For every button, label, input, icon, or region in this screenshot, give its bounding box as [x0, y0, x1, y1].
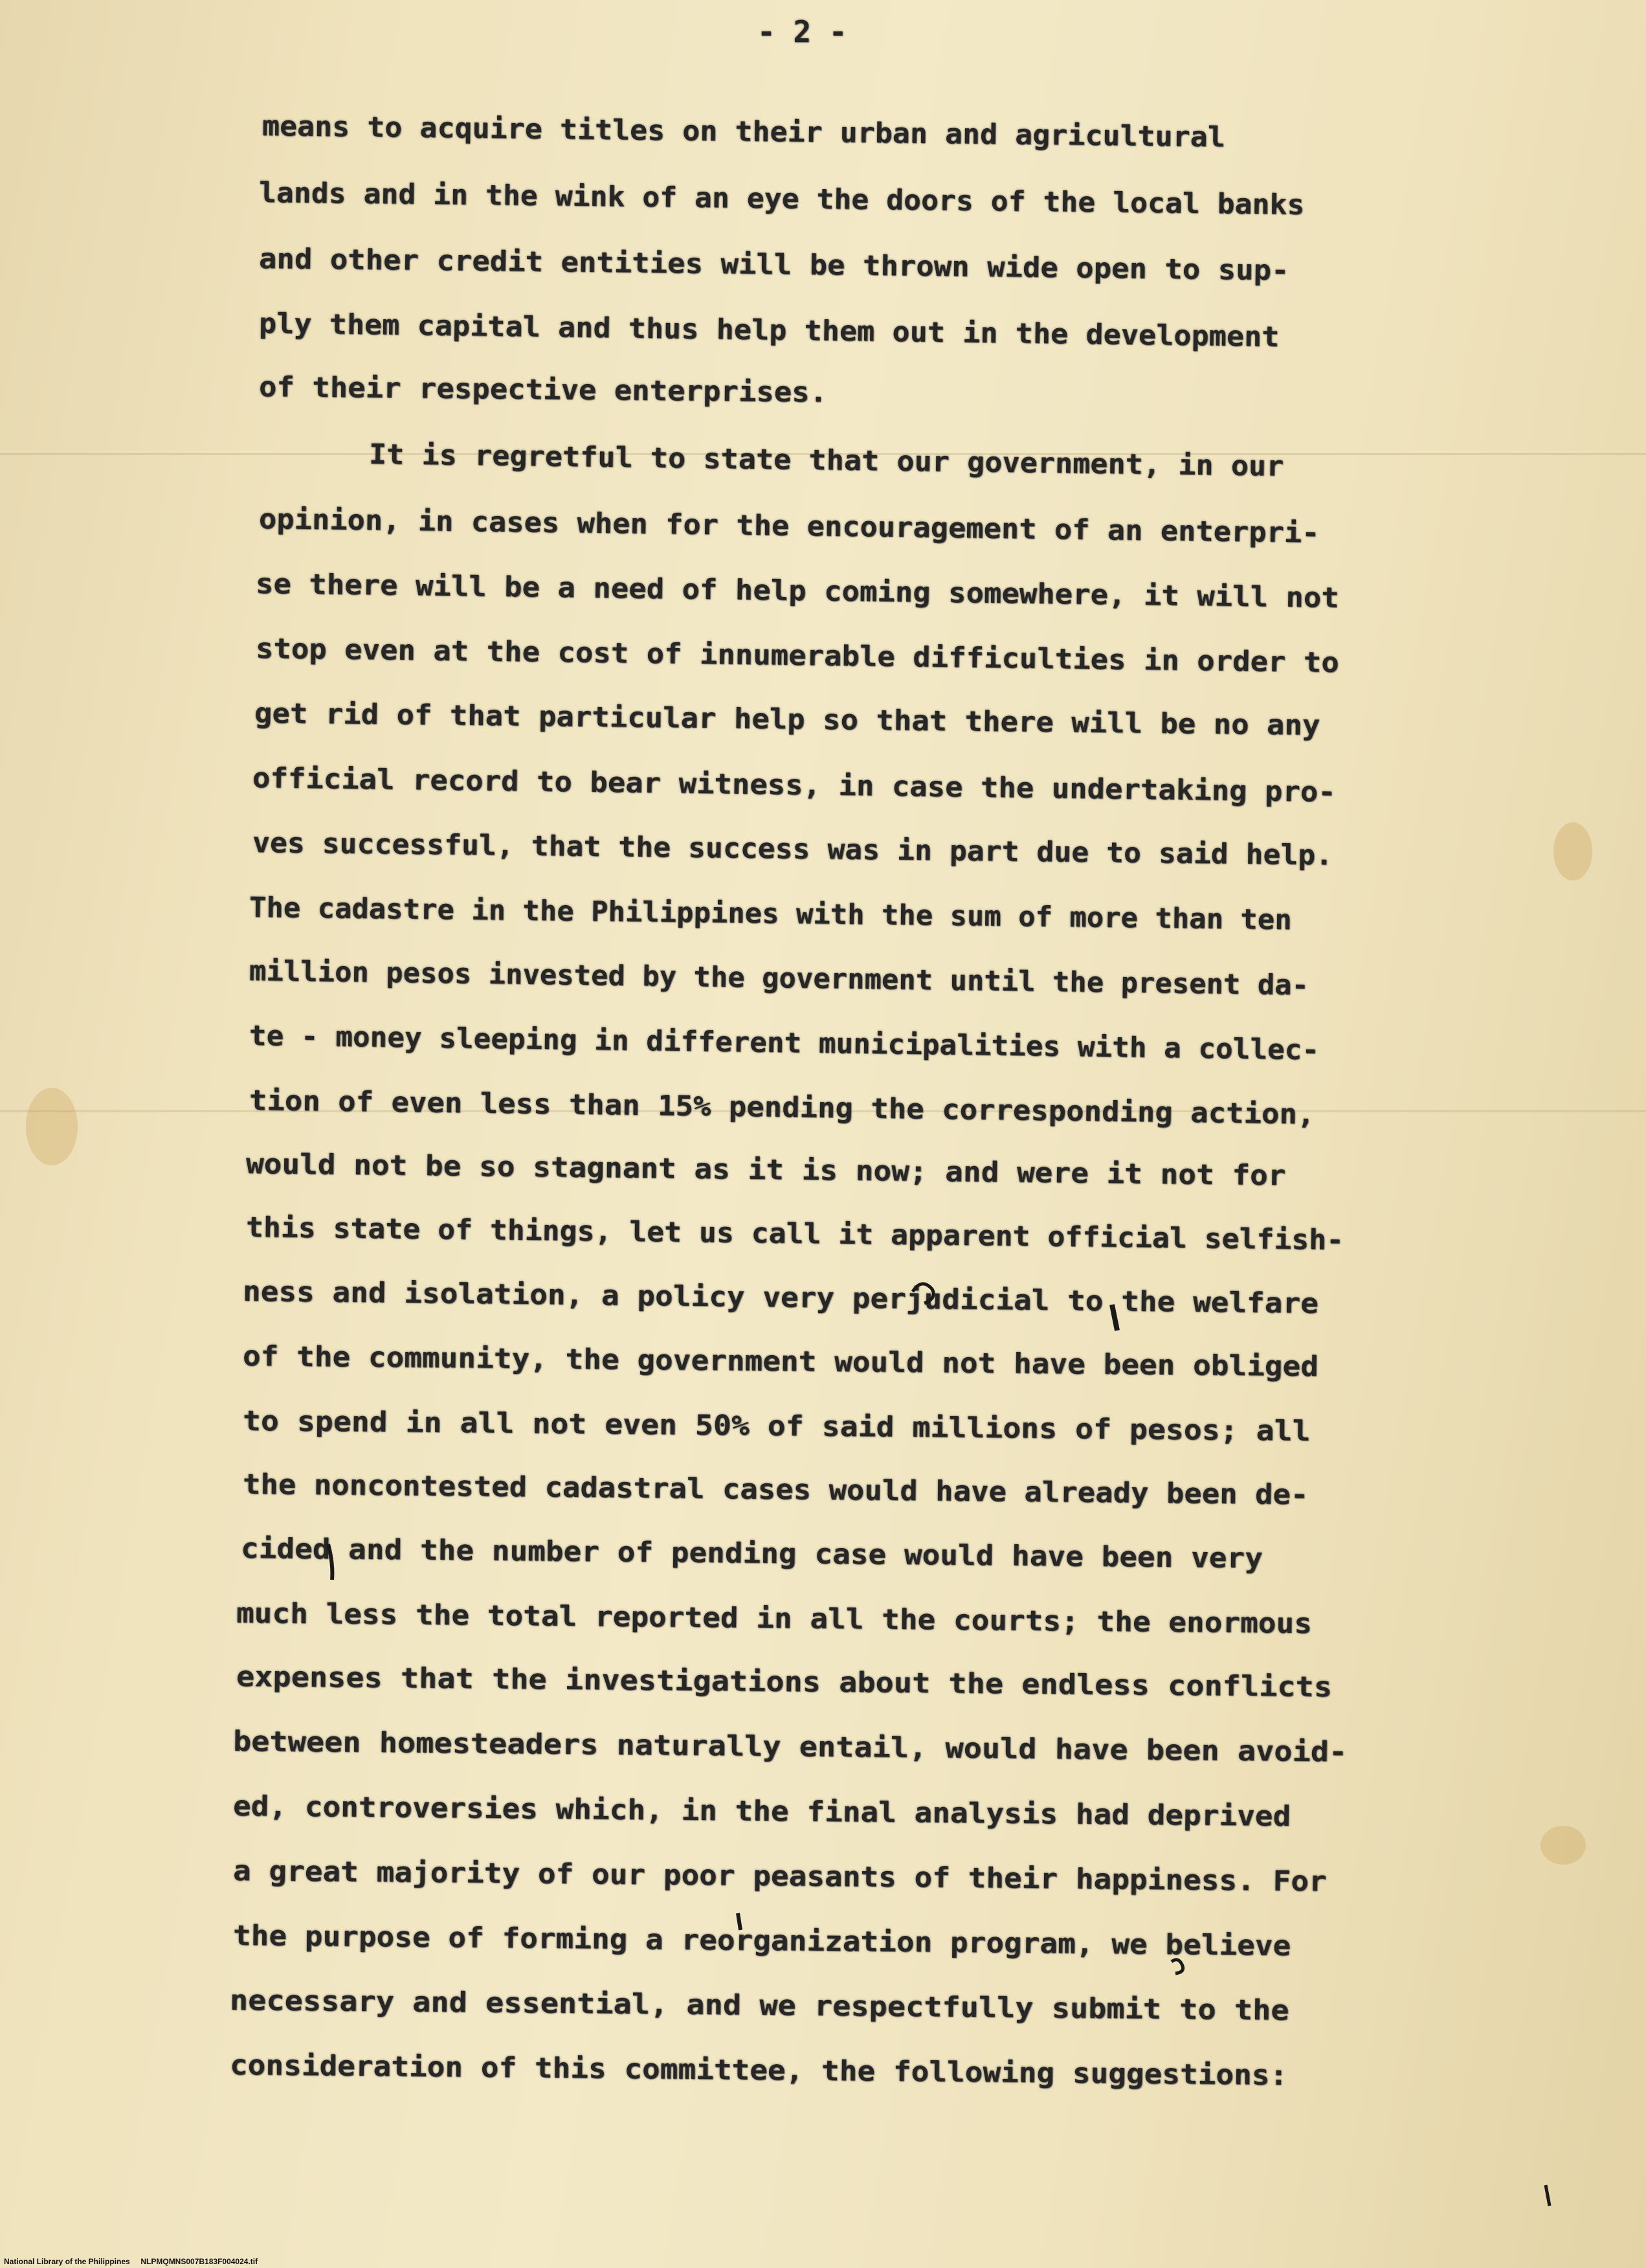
text-line-11: official record to bear witness, in case the undertaking pro- [252, 762, 1337, 809]
text-line-28: a great majority of our poor peasants of their happiness. For [232, 1855, 1327, 1898]
text-line-16: tion of even less than 15% pending the corresponding action, [249, 1084, 1315, 1131]
archive-footer: National Library of the Philippines NLPMQMNS007B183F004024.tif [4, 2257, 258, 2266]
text-line-27: ed, controversies which, in the final analysis had deprived [232, 1790, 1291, 1833]
paper-stain [1553, 822, 1592, 881]
text-line-17: would not be so stagnant as it is now; and were it not for [245, 1148, 1286, 1193]
text-line-7: opinion, in cases when for the encouragement of an enterpri- [258, 503, 1320, 550]
text-line-19: ness and isolation, a policy very perjudicial to the welfare [242, 1275, 1319, 1320]
text-line-24: much less the total reported in all the courts; the enormous [236, 1597, 1313, 1641]
text-line-29: the purpose of forming a reorganization program, we believe [232, 1920, 1291, 1962]
text-line-20: of the community, the government would not have been obliged [242, 1340, 1319, 1384]
text-line-2: lands and in the wink of an eye the doors of the local banks [258, 177, 1305, 221]
text-line-15: te - money sleeping in different municipalities with a collec- [249, 1020, 1320, 1067]
text-line-9: stop even at the cost of innumerable difficulties in order to [255, 633, 1340, 680]
text-line-8: se there will be a need of help coming somewhere, it will not [255, 568, 1340, 615]
page-number: - 2 - [757, 14, 847, 49]
text-line-21: to spend in all not even 50% of said millions of pesos; all [242, 1405, 1311, 1448]
text-line-25: expenses that the investigations about the endless conflicts [236, 1661, 1333, 1704]
text-line-26: between homesteaders naturally entail, would have been avoid- [232, 1725, 1348, 1769]
text-line-1: means to acquire titles on their urban and agricultural [261, 110, 1226, 154]
paper-stain [1540, 1826, 1586, 1865]
text-line-4: ply them capital and thus help them out in the development [258, 308, 1280, 354]
text-line-12: ves successful, that the success was in part due to said help. [252, 827, 1333, 872]
text-line-30: necessary and essential, and we respectfully submit to the [229, 1984, 1289, 2027]
text-line-10: get rid of that particular help so that there will be no any [254, 697, 1320, 742]
text-line-6: It is regretful to state that our government, in our [368, 438, 1284, 483]
paper-stain [26, 1088, 78, 1165]
ink-mark [1546, 2185, 1550, 2206]
text-line-23: cided and the number of pending case would have been very [240, 1533, 1263, 1575]
text-line-14: million pesos invested by the government until the present da- [249, 955, 1309, 1002]
text-line-3: and other credit entities will be thrown wide open to sup- [258, 243, 1289, 287]
text-line-13: The cadastre in the Philippines with the sum of more than ten [249, 892, 1292, 937]
text-line-18: this state of things, let us call it apparent official selfish- [245, 1211, 1344, 1257]
text-line-22: the noncontested cadastral cases would have already been de- [242, 1468, 1309, 1512]
text-line-5: of their respective enterprises. [258, 371, 828, 409]
text-line-31: consideration of this committee, the following suggestions: [229, 2049, 1288, 2092]
